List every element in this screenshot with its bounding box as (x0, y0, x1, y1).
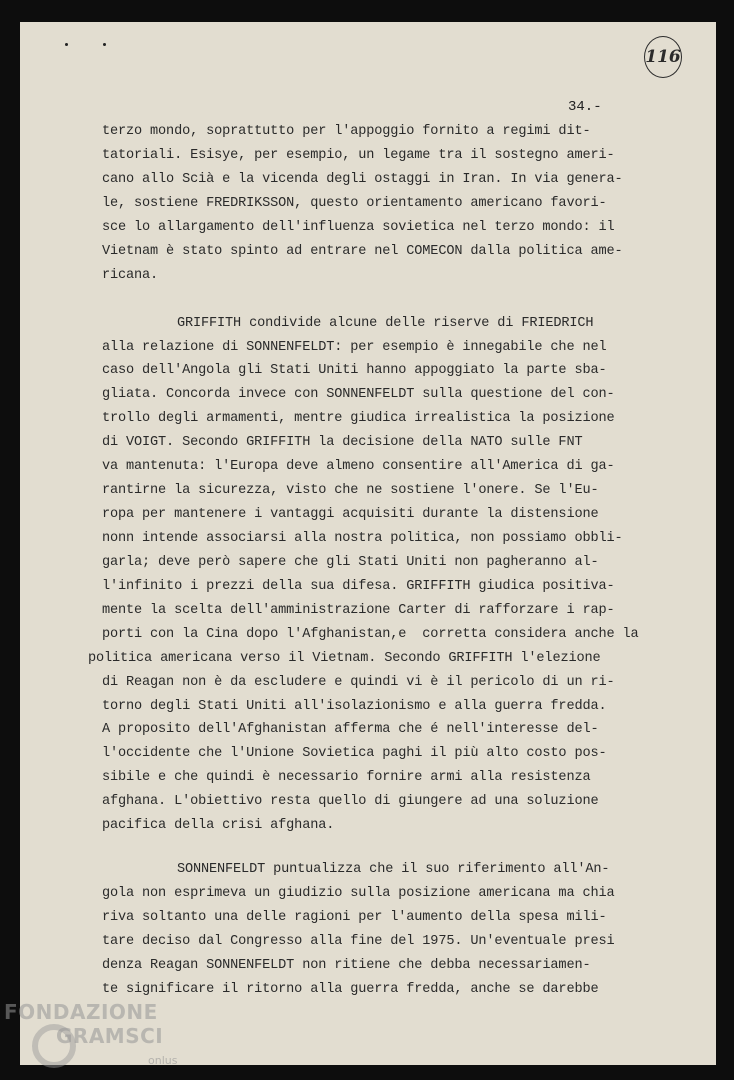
text-line: sibile e che quindi è necessario fornire armi alla resistenza (102, 770, 591, 785)
text-line: gliata. Concorda invece con SONNENFELDT sulla questione del con- (102, 387, 615, 402)
text-line: di Reagan non è da escludere e quindi vi è il pericolo di un ri- (102, 675, 615, 690)
page-number: 34.- (568, 99, 602, 115)
text-line: rantirne la sicurezza, visto che ne sostiene l'onere. Se l'Eu- (102, 483, 599, 498)
text-line: tare deciso dal Congresso alla fine del 1975. Un'eventuale presi (102, 934, 615, 949)
watermark-line3: onlus (148, 1054, 178, 1067)
text-line: afghana. L'obiettivo resta quello di giungere ad una soluzione (102, 794, 599, 809)
text-line: GRIFFITH condivide alcune delle riserve di FRIEDRICH (177, 316, 594, 331)
text-line: mente la scelta dell'amministrazione Carter di rafforzare i rap- (102, 603, 615, 618)
text-line: te significare il ritorno alla guerra fredda, anche se darebbe (102, 982, 599, 997)
text-line: sce lo allargamento dell'influenza sovietica nel terzo mondo: il (102, 220, 615, 235)
text-line: Vietnam è stato spinto ad entrare nel COMECON dalla politica ame- (102, 244, 623, 259)
watermark-line2: GRAMSCI (56, 1024, 164, 1048)
text-line: riva soltanto una delle ragioni per l'aumento della spesa mili- (102, 910, 607, 925)
text-line: pacifica della crisi afghana. (102, 818, 335, 833)
text-line: cano allo Scià e la vicenda degli ostaggi in Iran. In via genera- (102, 172, 623, 187)
watermark (4, 1000, 163, 1048)
punch-mark-left (65, 43, 68, 46)
text-line: va mantenuta: l'Europa deve almeno consentire all'America di ga- (102, 459, 615, 474)
text-line: l'infinito i prezzi della sua difesa. GRIFFITH giudica positiva- (102, 579, 615, 594)
text-line: A proposito dell'Afghanistan afferma che é nell'interesse del- (102, 722, 599, 737)
text-line: ropa per mantenere i vantaggi acquisiti durante la distensione (102, 507, 599, 522)
text-line: di VOIGT. Secondo GRIFFITH la decisione della NATO sulle FNT (102, 435, 583, 450)
text-line: denza Reagan SONNENFELDT non ritiene che debba necessariamen- (102, 958, 591, 973)
text-line: le, sostiene FREDRIKSSON, questo orientamento americano favori- (102, 196, 607, 211)
archive-number-stamp: 116 (644, 36, 682, 78)
text-line: garla; deve però sapere che gli Stati Uniti non pagheranno al- (102, 555, 599, 570)
text-line: torno degli Stati Uniti all'isolazionismo e alla guerra fredda. (102, 699, 607, 714)
text-line: trollo degli armamenti, mentre giudica irrealistica la posizione (102, 411, 615, 426)
text-line: tatoriali. Esisye, per esempio, un legame tra il sostegno ameri- (102, 148, 615, 163)
punch-mark-right (103, 43, 106, 46)
text-line: nonn intende associarsi alla nostra politica, non possiamo obbli- (102, 531, 623, 546)
text-line: SONNENFELDT puntualizza che il suo riferimento all'An- (177, 862, 610, 877)
text-line: terzo mondo, soprattutto per l'appoggio fornito a regimi dit- (102, 124, 591, 139)
text-line: alla relazione di SONNENFELDT: per esempio è innegabile che nel (102, 340, 607, 355)
text-line: porti con la Cina dopo l'Afghanistan,e corretta considera anche la (102, 627, 639, 642)
text-line: ricana. (102, 268, 159, 283)
text-line: l'occidente che l'Unione Sovietica paghi il più alto costo pos- (102, 746, 607, 761)
text-line: politica americana verso il Vietnam. Secondo GRIFFITH l'elezione (88, 651, 601, 666)
text-line: caso dell'Angola gli Stati Uniti hanno appoggiato la parte sba- (102, 363, 607, 378)
text-line: gola non esprimeva un giudizio sulla posizione americana ma chia (102, 886, 615, 901)
watermark-line1: FONDAZIONE (4, 1000, 158, 1024)
